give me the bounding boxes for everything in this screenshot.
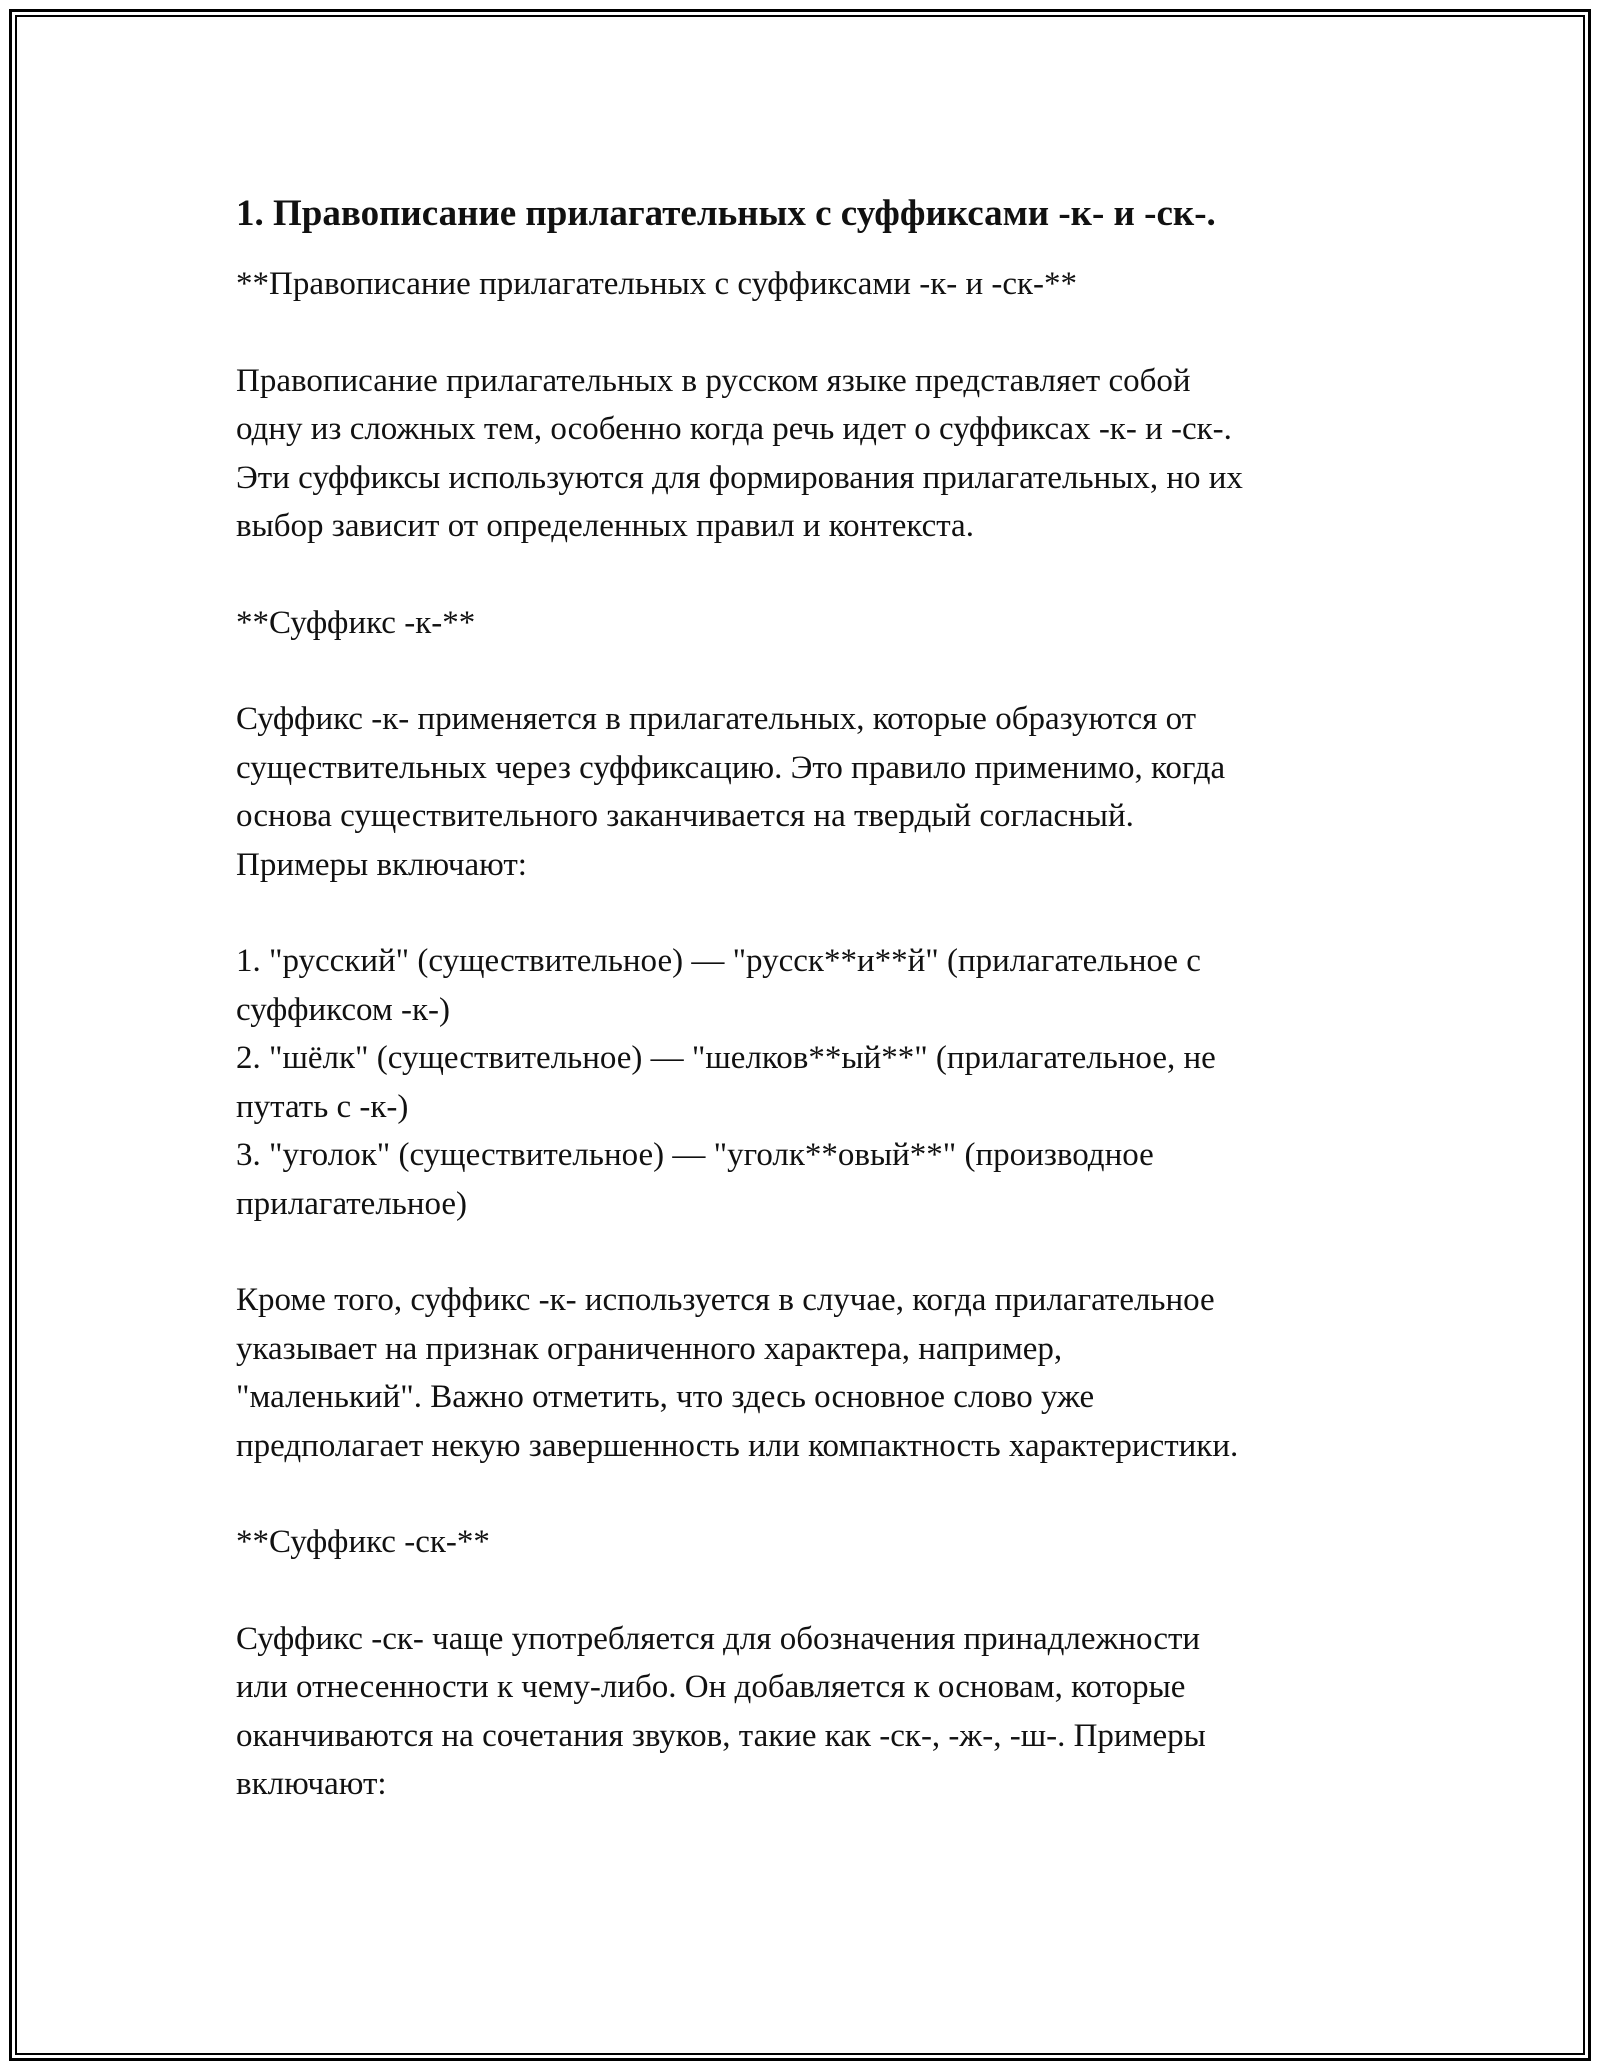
document-page xyxy=(236,188,1386,1809)
example-line: путать с -к-) xyxy=(236,1088,409,1125)
section-sk-line: Суффикс -ск- чаще употребляется для обозначения принадлежности xyxy=(236,1620,1201,1657)
additional-line: "маленький". Важно отметить, что здесь основное слово уже xyxy=(236,1379,1095,1415)
section-k-paragraph xyxy=(236,695,1386,889)
example-line: суффиксом -к-) xyxy=(236,991,450,1028)
section-sk-line: включают: xyxy=(236,1766,387,1802)
section-k-line: основа существительного заканчивается на твердый согласный. xyxy=(236,798,1134,834)
examples-list xyxy=(236,937,1386,1228)
section-k-line: существительных через суффиксацию. Это правило применимо, когда xyxy=(236,749,1226,786)
intro-paragraph xyxy=(236,357,1386,551)
section-k-line: Примеры включают: xyxy=(236,846,527,883)
section-sk-line: или отнесенности к чему-либо. Он добавляется к основам, которые xyxy=(236,1669,1186,1705)
additional-line: предполагает некую завершенность или компактность характеристики. xyxy=(236,1427,1239,1464)
intro-line: одну из сложных тем, особенно когда речь идет о суффиксах -к- и -ск-. xyxy=(236,411,1232,447)
section-k-title: **Суффикс -к-** xyxy=(236,604,476,641)
additional-line: Кроме того, суффикс -к- используется в случае, когда прилагательное xyxy=(236,1282,1215,1318)
document-heading: 1. Правописание прилагательных с суффиксами -к- и -ск-. xyxy=(236,193,1216,234)
example-line: 3. "уголок" (существительное) — "уголк**овый**" (производное xyxy=(236,1137,1154,1173)
example-line: 2. "шёлк" (существительное) — "шелков**ый**" (прилагательное, не xyxy=(236,1040,1216,1076)
intro-line: Эти суффиксы используются для формирования прилагательных, но их xyxy=(236,459,1243,496)
section-k-line: Суффикс -к- применяется в прилагательных, которые образуются от xyxy=(236,701,1197,737)
example-line: прилагательное) xyxy=(236,1185,468,1222)
intro-line: выбор зависит от определенных правил и контекста. xyxy=(236,508,974,544)
example-line: 1. "русский" (существительное) — "русск**и**й" (прилагательное с xyxy=(236,943,1201,979)
intro-line: Правописание прилагательных в русском языке представляет собой xyxy=(236,362,1191,399)
section-sk-paragraph xyxy=(236,1615,1386,1809)
section-sk-line: оканчиваются на сочетания звуков, такие как -ск-, -ж-, -ш-. Примеры xyxy=(236,1717,1206,1754)
section-sk-title: **Суффикс -ск-** xyxy=(236,1524,490,1560)
document-subtitle: **Правописание прилагательных с суффиксами -к- и -ск-** xyxy=(236,266,1078,302)
additional-line: указывает на признак ограниченного характера, например, xyxy=(236,1330,1063,1367)
additional-paragraph xyxy=(236,1276,1386,1470)
